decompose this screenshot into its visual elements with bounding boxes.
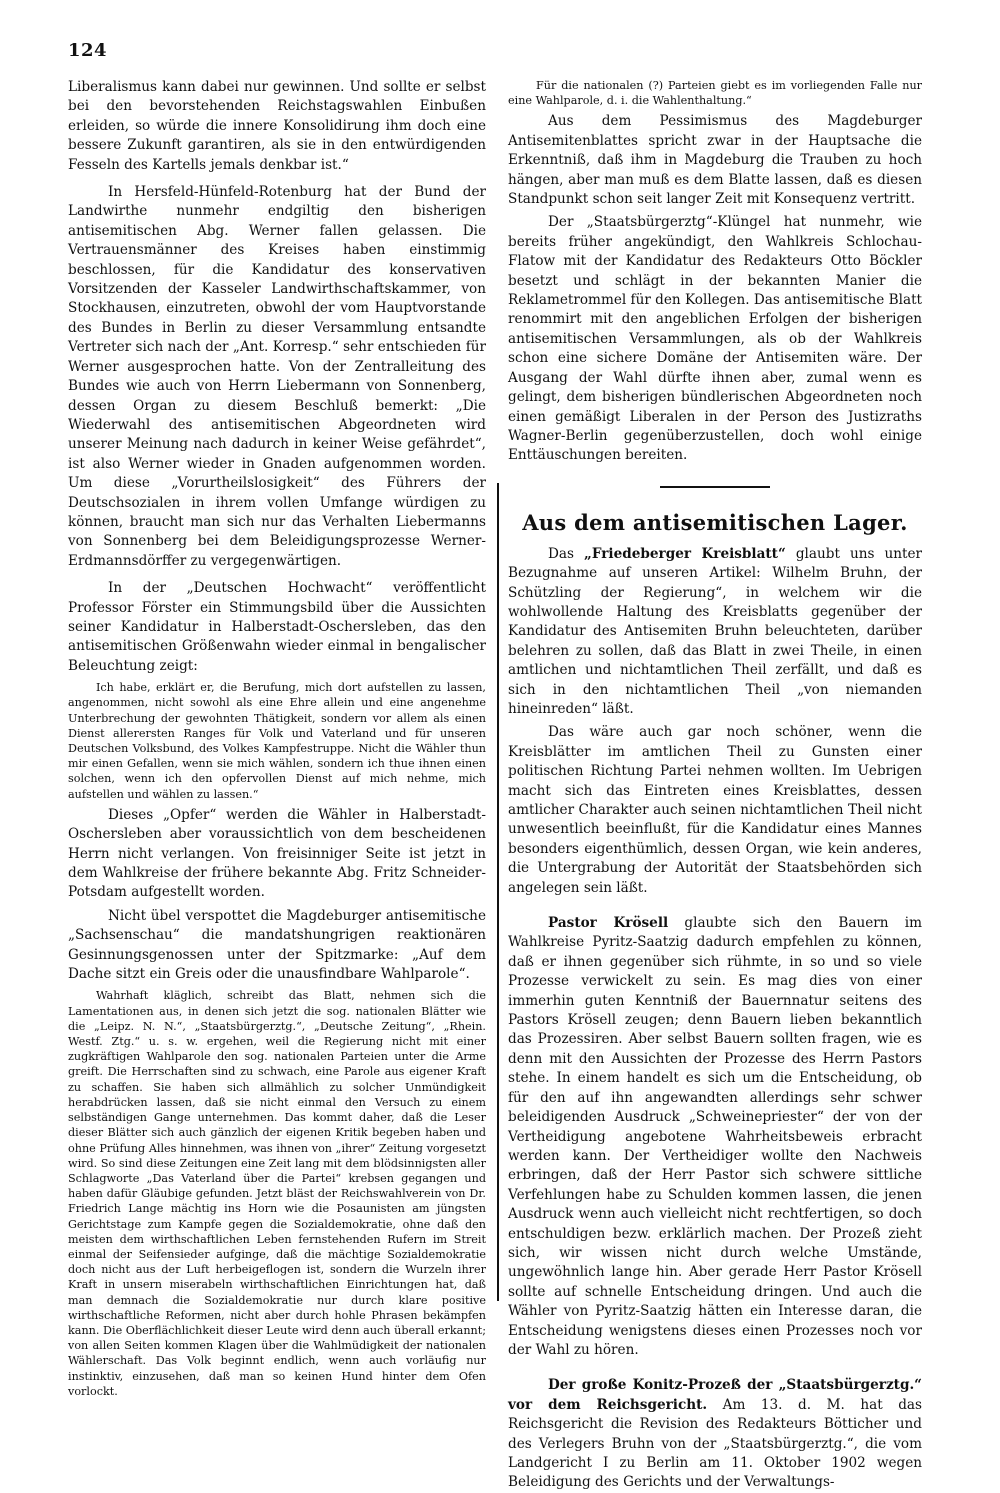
paragraph-pessimismus: Aus dem Pessimismus des Magdeburger Antisemitenblattes spricht zwar in der Hauptsache die Erkenntniß, daß ihm in Magdeburg die Trauben zu hoch hängen, aber man muß es dem Blatte lassen, daß es diesen Standpunkt schon seit langer Zeit mit Konsequenz vertritt. [508, 113, 922, 208]
paragraph-hochwacht: In der „Deutschen Hochwacht“ veröffentlicht Professor Förster ein Stimmungsbild über die Aussichten seiner Kandidatur in Halberstadt-Oschersleben, das den antisemitischen Größenwahn wieder einmal in bengalischer Beleuchtung zeigt: [68, 580, 486, 674]
kreisblatt-rest: glaubt uns unter Bezugnahme auf unseren Artikel: Wilhelm Bruhn, der Schützling der Regierung“, in welchem wir die wohlwollende Haltung des Kreisblatts gegenüber der Kandidatur des Antisemiten Bruhn beleuchteten, darüber belehren zu sollen, daß das Blatt in zwei Theile, in einen amtlichen und nichtamtlichen Theil zerfällt, und daß es sich in den nichtamtlichen Theil „von niemanden hineinreden“ läßt. [508, 545, 922, 717]
quote-foerster: Ich habe, erklärt er, die Berufung, mich dort aufstellen zu lassen, angenommen, nicht sowohl als eine Ehre allein und eine angenehme Unterbrechung der gewohnten Thätigkeit, sondern vor allem als einen Dienst allerersten Ranges für Volk und Vaterland und für unseren Deutschen Volksbund, des Volkes Kampfestruppe. Nicht die Wähler thun mir einen Gefallen, wenn sie mich wählen, sondern ich thue ihnen einen solchen, wenn ich den opfervollen Dienst auf mich nehme, mich aufstellen und wählen zu lassen.“ [68, 681, 486, 801]
paragraph-kreisblaetter: Das wäre auch gar noch schöner, wenn die Kreisblätter im amtlichen Theil zu Gunsten einer politischen Richtung Partei nehmen wollten. Im Uebrigen macht sich das Eintreten eines Kreisblattes, dessen amtlicher Charakter auch seinen nichtamtlichen Theil nicht unwesentlich beeinflußt, für die Kandidatur eines Mannes besonders eigenthümlich, dessen Organ, wie kein anderes, die Untergrabung der Autorität der Staatsbehörden sich angelegen sein läßt. [508, 724, 922, 896]
kreisblatt-pre: Das [548, 545, 574, 562]
kroesell-rest: glaubte sich den Bauern im Wahlkreise Pyritz-Saatzig dadurch empfehlen zu können, daß er ihnen gegenüber sich rühmte, in so und so viele Prozesse verwickelt zu sein. Es mag dies von einer immerhin guten Kenntniß der Bauernnatur seitens des Pastors Krösell zeugen; denn Bauern lieben bekanntlich das Prozessiren. Aber selbst Bauern sollten fragen, wie es denn mit den Aussichten der Prozesse des Herrn Pastors stehe. In einem handelt es sich um die Entscheidung, ob für den auf ihn angewandten allerdings sehr schwer beleidigenden Ausdruck „Schweinepriester“ der von der Vertheidigung angebotene Wahrheitsbeweis erbracht werden kann. Der Vertheidiger wollte den Nachweis erbringen, daß der Herr Pastor sich schwere sittliche Verfehlungen habe zu Schulden kommen lassen, die jenen Ausdruck wenn auch vielleicht nicht rechtfertigen, so doch entschuldigen bezw. erklärlich machen. Der Prozeß zieht sich, wir wissen nicht durch welche Umstände, ungewöhnlich lange hin. Aber gerade Herr Pastor Krösell sollte auf schnelle Entscheidung dringen. Und auch die Wähler von Pyritz-Saatzig hätten ein Interesse daran, die Entscheidung wenigstens dieses einen Prozesses noch vor der Wahl zu hören. [508, 915, 923, 1358]
paragraph-opfer: Dieses „Opfer“ werden die Wähler in Halberstadt-Oschersleben aber voraussichtlich von dem bescheidenen Herrn nicht verlangen. Von freisinniger Seite ist jetzt in dem Wahlkreise der frühere bekannte Abg. Fritz Schneider-Potsdam aufgestellt worden. [68, 806, 486, 901]
page-number: 124 [68, 40, 108, 61]
section-divider [660, 486, 770, 488]
quote-sachsenschau: Wahrhaft kläglich, schreibt das Blatt, nehmen sich die Lamentationen aus, in denen sich jetzt die sog. nationalen Blätter wie die „Leipz. N. N.“, „Staatsbürgerztg.“, „Deutsche Zeitung“, „Rhein. Westf. Ztg.“ u. s. w. ergehen, weil die Regierung nicht mit einer zugkräftigen Wahlparole den sog. nationalen Parteien unter die Arme greift. Die Herrschaften sind zu schwach, eine Parole aus eigener Kraft zu schaffen. Sie haben sich allmählich zu solcher Unmündigkeit herabdrücken lassen, daß sie nicht einmal den Versuch zu einem selbständigen Gange unternehmen. Das kommt daher, daß die Leser dieser Blätter sich auch gänzlich der eigenen Kritik begeben haben und ohne Prüfung Alles hinnehmen, was ihnen von „ihrer“ Zeitung vorgesetzt wird. So sind diese Zeitungen eine Zeit lang mit dem blödsinnigsten aller Schlagworte „Das Vaterland über die Partei“ krebsen gegangen und haben dafür Gläubige gefunden. Jetzt bläst der Reichswahlverein von Dr. Friedrich Lange mächtig ins Horn wie die Posaunisten am jüngsten Gerichtstage zum Kampfe gegen die Sozialdemokratie, ohne daß den meisten dem wirthschaftlichen Leben fernstehenden Rufern im Streit einmal der Seifensieder aufginge, daß die mächtige Sozialdemokratie doch nicht aus der Luft herbeigeflogen ist, sondern die Wurzeln ihrer Kraft in unsern miserabeln wirthschaftlichen Einrichtungen hat, daß man demnach die Sozialdemokratie nur durch klare positive wirthschaftliche Reformen, nicht aber durch hohle Phrasen bekämpfen kann. Die Oberflächlichkeit dieser Leute wird denn auch überall erkannt; von allen Seiten kommen Klagen über die Wahlmüdigkeit der nationalen Wählerschaft. Das Volk beginnt endlich, wenn auch vorläufig nur instinktiv, einzusehen, daß man so keinen Hund hinter dem Ofen vorlockt. [68, 989, 486, 1398]
paragraph-kreisblatt [508, 545, 922, 720]
section-title: Aus dem antisemitischen Lager. [522, 509, 908, 535]
paragraph-kroesell [508, 914, 922, 1360]
left-column [68, 78, 486, 1403]
konitz-lead: Der große Konitz-Prozeß der „Staatsbürgerztg.“ vor dem Reichsgericht. [508, 1377, 922, 1413]
konitz-rest: Am 13. d. M. hat das Reichsgericht die Revision des Redakteurs Bötticher und des Verlegers Bruhn von der „Staatsbürgerztg.“, die vom Landgericht I zu Berlin am 11. Oktober 1902 wegen Beleidigung des Gerichts und der Verwaltungs- [508, 1396, 922, 1491]
paragraph-sachsenschau: Nicht übel verspottet die Magdeburger antisemitische „Sachsenschau“ die mandatshungrigen reaktionären Gesinnungsgenossen unter der Spitzmarke: „Auf dem Dache sitzt ein Greis oder die unausfindbare Wahlparole“. [68, 907, 486, 983]
quote-wahlenthaltung: Für die nationalen (?) Parteien giebt es im vorliegenden Falle nur eine Wahlparole, d. i. die Wahlenthaltung.“ [508, 79, 922, 108]
paragraph-hersfeld: In Hersfeld-Hünfeld-Rotenburg hat der Bund der Landwirthe nunmehr endgiltig den bisherigen antisemitischen Abg. Werner fallen gelassen. Die Vertrauensmänner des Kreises haben einstimmig beschlossen, für die Kandidatur des konservativen Vorsitzenden der Kasseler Landwirthschaftskammer, von Stockhausen, einzutreten, obwohl der vom Hauptvorstande des Bundes in Berlin zu dieser Versammlung entsandte Vertreter sich nach der „Ant. Korresp.“ sehr entschieden für Werner ausgesprochen hatte. Von der Zentralleitung des Bundes wie auch von Herrn Liebermann von Sonnenberg, dessen Organ zu diesem Beschluß bemerkt: „Die Wiederwahl des antisemitischen Abgeordneten wird unserer Meinung nach dadurch in keiner Weise gefährdet“, ist also Werner wieder in Gnaden aufgenommen worden. Um diese „Vorurtheilslosigkeit“ des Führers der Deutschsozialen in ihrem vollen Umfange würdigen zu können, braucht man sich nur das Verhalten Liebermanns von Sonnenberg bei dem Beleidigungsprozesse Werner-Erdmannsdörffer zu vergegenwärtigen. [68, 184, 486, 569]
paragraph-konitz [508, 1376, 922, 1492]
paragraph-kluengel: Der „Staatsbürgerztg“-Klüngel hat nunmehr, wie bereits früher angekündigt, den Wahlkreis Schlochau-Flatow mit der Kandidatur des Redakteurs Otto Böckler besetzt und schlägt in der bekannten Manier die Reklametrommel für den Kollegen. Das antisemitische Blatt renommirt mit den angeblichen Erfolgen der bisherigen antisemitischen Versammlungen, als ob der Wahlkreis schon eine sichere Domäne der Antisemiten wäre. Der Ausgang der Wahl dürfte ihnen aber, zumal wenn es gelingt, dem bisherigen bündlerischen Abgeordneten noch einen gemäßigt Liberalen in der Person des Justizraths Wagner-Berlin gegenüberzustellen, doch wohl einige Enttäuschungen bereiten. [508, 214, 922, 464]
kroesell-lead: Pastor Krösell [548, 915, 669, 932]
right-column [508, 78, 922, 1493]
paragraph-liberalismus: Liberalismus kann dabei nur gewinnen. Und sollte er selbst bei den bevorstehenden Reichstagswahlen Einbußen erleiden, so würde die innere Konsolidirung ihm doch eine bessere Zukunft garantiren, als sie in den entwürdigenden Fesseln des Kartells jemals denkbar ist.“ [68, 79, 486, 173]
column-rule [497, 483, 499, 1301]
kreisblatt-lead: „Friedeberger Kreisblatt“ [584, 545, 786, 562]
